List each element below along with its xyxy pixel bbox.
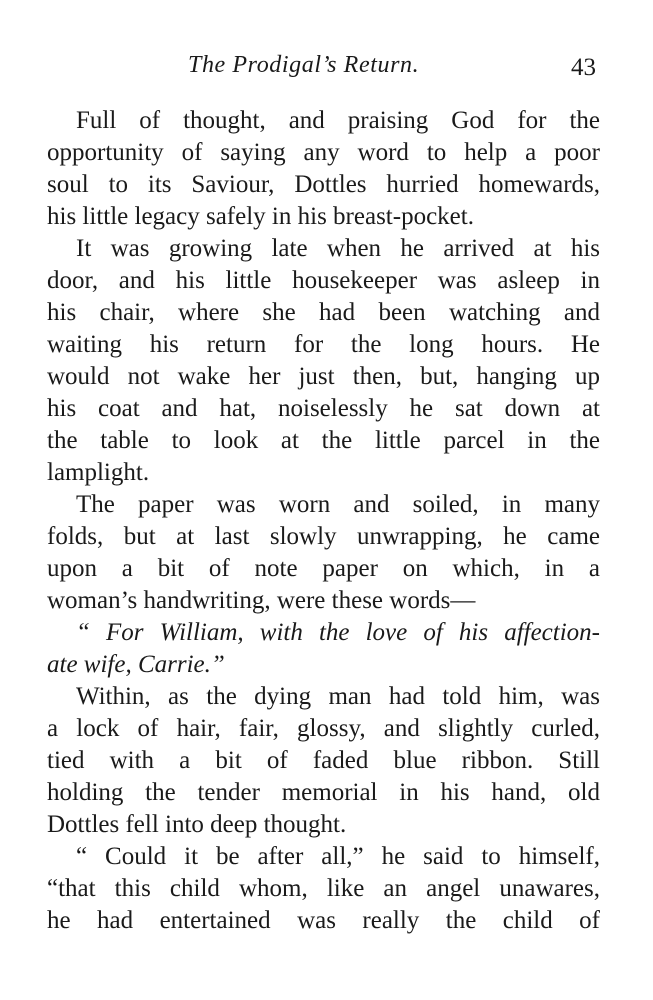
paragraph-1 <box>47 105 600 233</box>
paragraph-6 <box>47 841 600 937</box>
text-line: holding the tender memorial in his hand, old <box>47 779 600 806</box>
running-header <box>0 52 653 88</box>
text-line: tied with a bit of faded blue ribbon. Still <box>47 747 600 774</box>
paragraph-3 <box>47 489 600 617</box>
text-line: his coat and hat, noiselessly he sat down at <box>47 395 600 422</box>
paragraph-2 <box>47 233 600 489</box>
paragraph-4-quotation <box>47 617 600 681</box>
text-line: The paper was worn and soiled, in many <box>76 491 600 518</box>
text-line: would not wake her just then, but, hanging up <box>47 363 600 390</box>
text-line: the table to look at the little parcel in the <box>47 427 600 454</box>
text-line: lamplight. <box>47 459 150 486</box>
text-line: his little legacy safely in his breast-pocket. <box>47 203 474 230</box>
text-line: It was growing late when he arrived at his <box>76 235 600 262</box>
text-line: Dottles fell into deep thought. <box>47 811 347 838</box>
text-line: his chair, where she had been watching and <box>47 299 600 326</box>
text-line: ate wife, Carrie.” <box>47 651 225 678</box>
body-text <box>47 105 600 937</box>
text-line: door, and his little housekeeper was asleep in <box>47 267 600 294</box>
text-line: “ Could it be after all,” he said to himself, <box>76 843 600 870</box>
text-line: opportunity of saying any word to help a poor <box>47 139 600 166</box>
text-line: “ For William, with the love of his affection- <box>76 619 600 646</box>
text-line: a lock of hair, fair, glossy, and slightly curled, <box>47 715 600 742</box>
text-line: woman’s handwriting, were these words— <box>47 587 476 614</box>
paragraph-5 <box>47 681 600 841</box>
text-line: he had entertained was really the child of <box>47 907 600 934</box>
text-line: waiting his return for the long hours. He <box>47 331 600 358</box>
page-number: 43 <box>571 54 596 81</box>
running-title: The Prodigal’s Return. <box>188 52 420 78</box>
text-line: folds, but at last slowly unwrapping, he came <box>47 523 600 550</box>
text-line: Full of thought, and praising God for the <box>76 107 600 134</box>
text-line: “that this child whom, like an angel unawares, <box>47 875 600 902</box>
text-line: soul to its Saviour, Dottles hurried homewards, <box>47 171 600 198</box>
text-line: Within, as the dying man had told him, was <box>76 683 600 710</box>
text-line: upon a bit of note paper on which, in a <box>47 555 600 582</box>
